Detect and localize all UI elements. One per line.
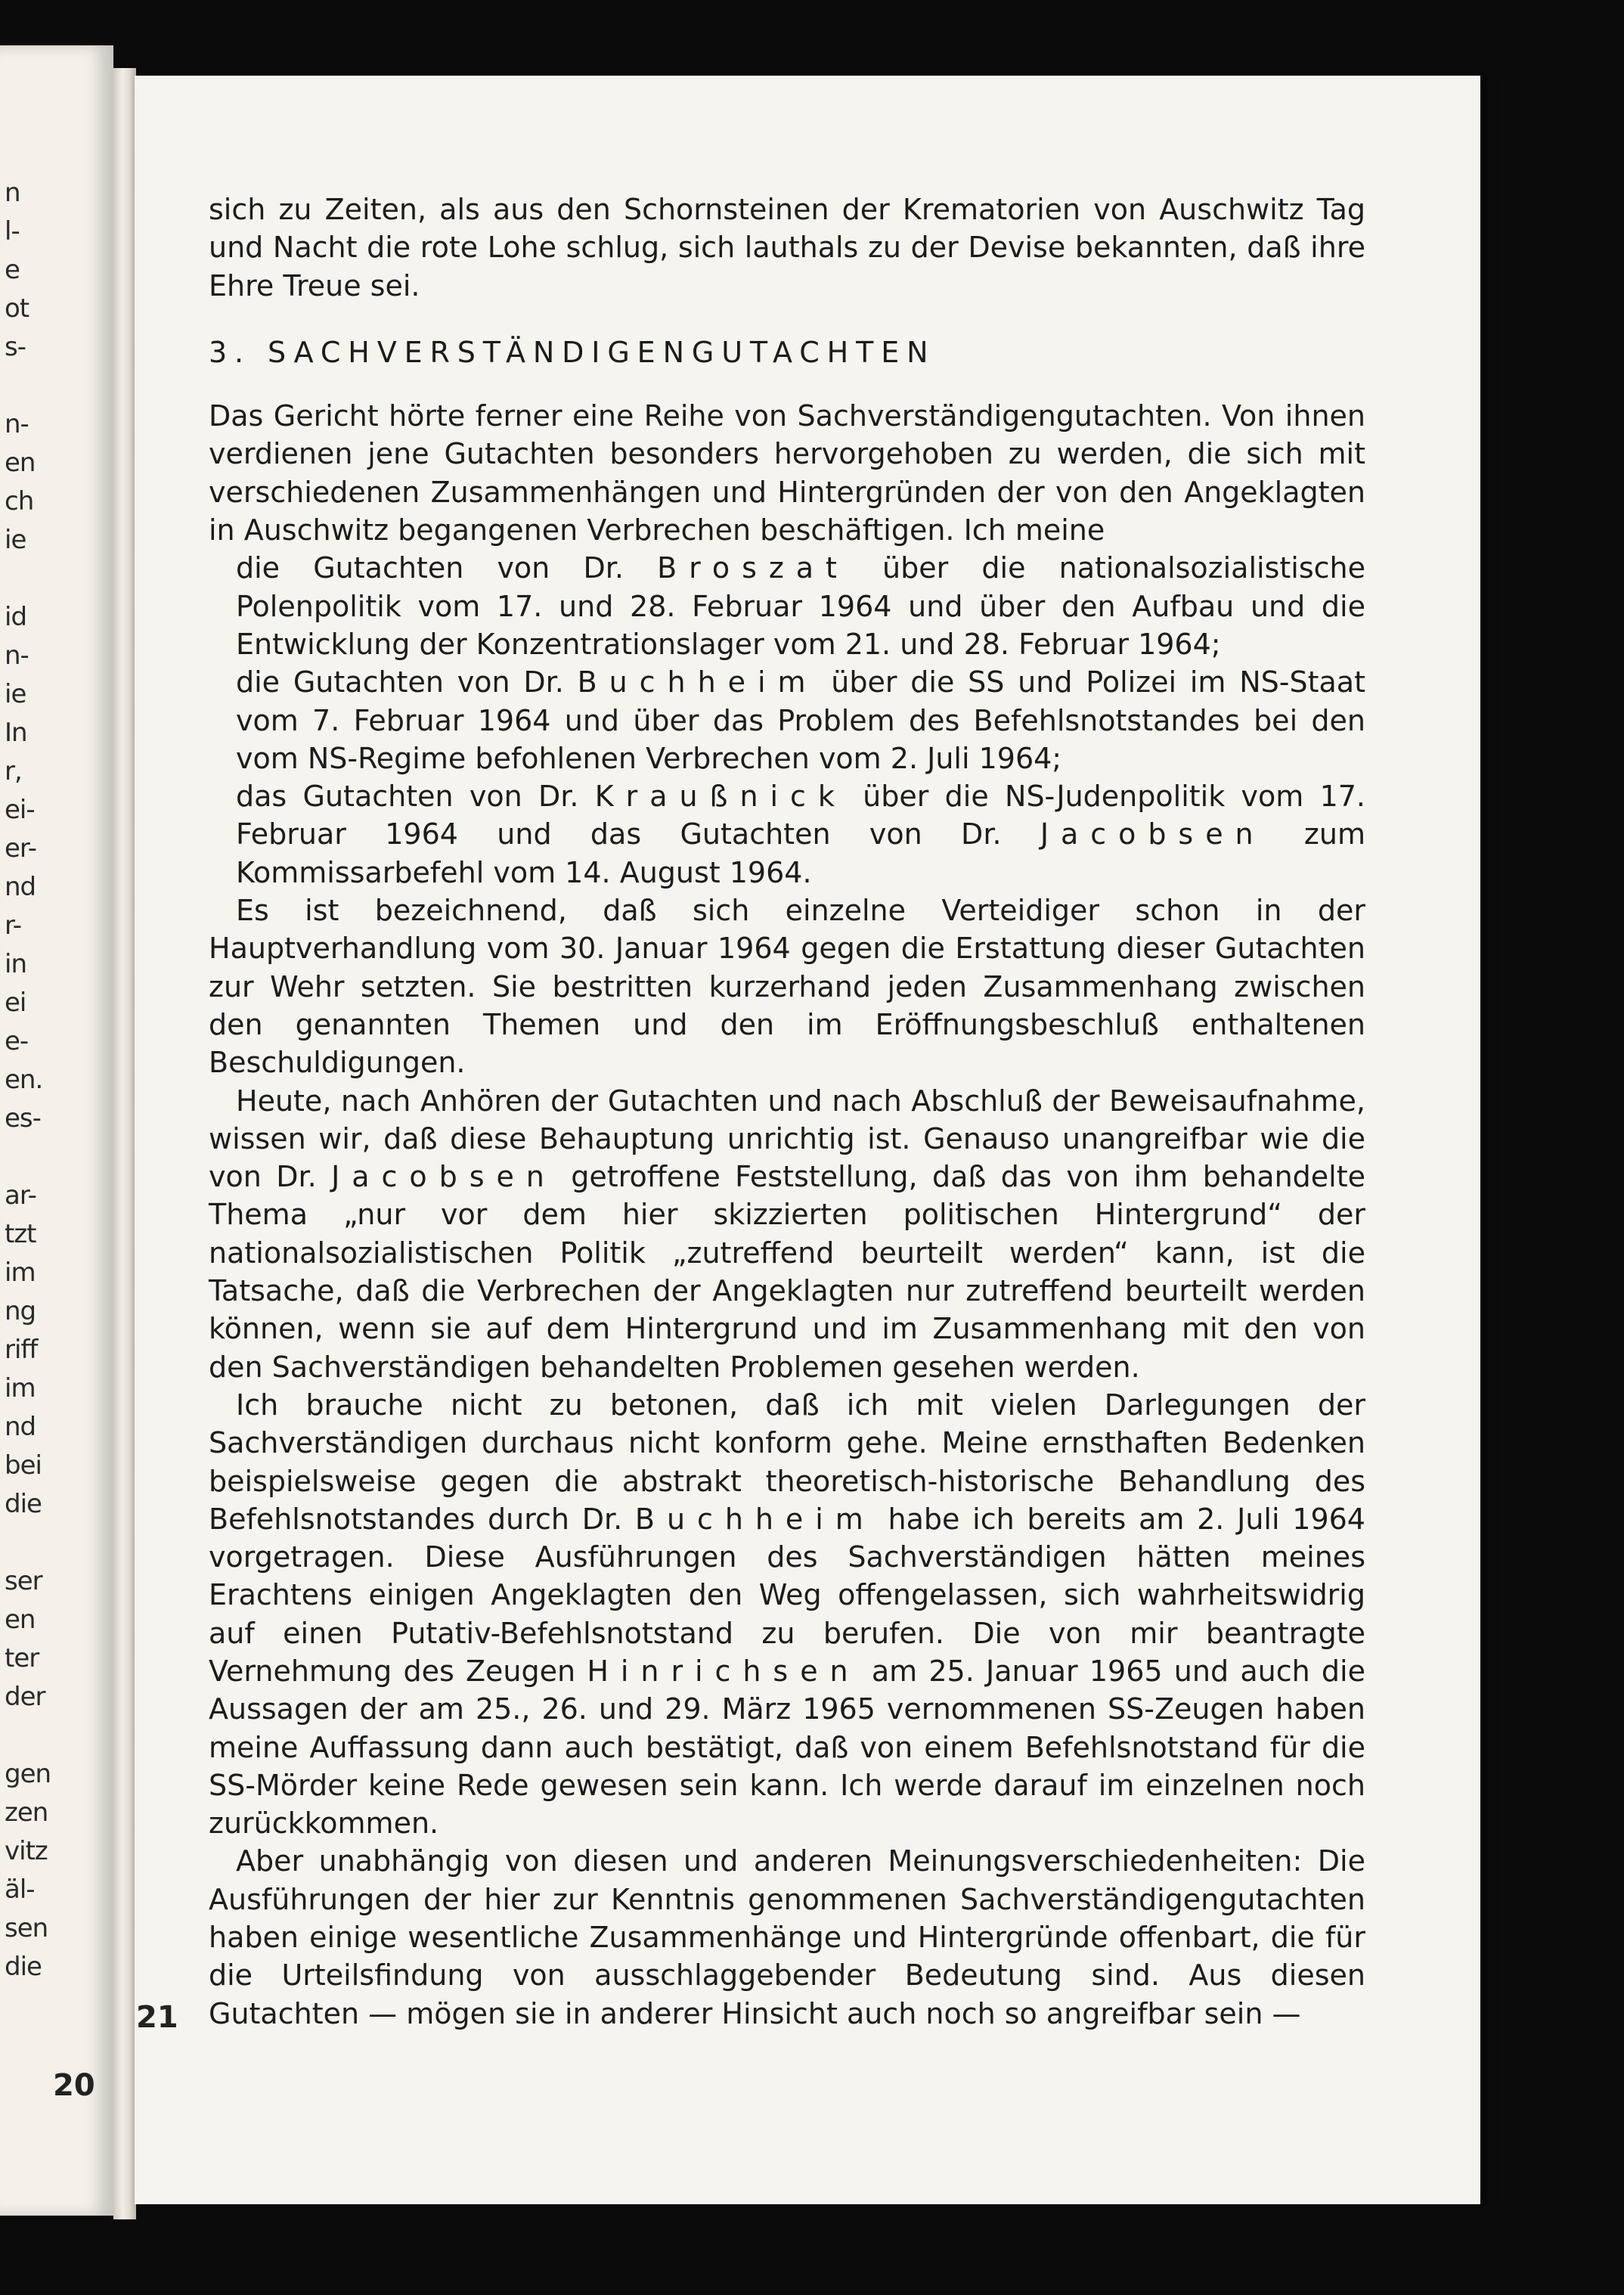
left-page	[0, 45, 113, 2216]
paragraph-intro: Das Gericht hörte ferner eine Reihe von Sachverständigengutachten. Von ihnen verdienen jene Gutachten besonders hervorgehoben zu werden, die sich mit verschiedenen Zusammenhängen und Hintergründen der von den Angeklagten in Auschwitz begangenen Verbrechen beschäftigen. Ich meine	[209, 399, 1365, 547]
left-page-fragment: ie	[5, 525, 26, 555]
left-page-fragment: ser	[5, 1566, 42, 1596]
list-item-kraussnick	[209, 777, 1365, 892]
left-page-fragment: im	[5, 1258, 36, 1288]
left-page-fragment: ot	[5, 293, 29, 324]
item-text: die Gutachten von Dr.	[236, 665, 578, 699]
body-text	[209, 191, 1365, 2033]
section-heading: 3. SACHVERSTÄNDIGENGUTACHTEN	[209, 335, 936, 369]
left-page-fragment: en	[5, 1605, 36, 1635]
spaced-name: Buchheim	[634, 1502, 876, 1536]
para-text: am 25. Januar 1965 und auch die Aussagen der am 25., 26. und 29. März 1965 vernommenen SS-Zeugen haben meine Auffassung dann auch bestätigt, daß von einem Befehlsnotstand für die SS-Mörder keine Rede gewesen sein kann. Ich werde darauf im einzelnen noch zurückkommen.	[209, 1654, 1365, 1841]
spaced-name: Kraußnick	[594, 780, 847, 814]
left-page-fragment: nd	[5, 1412, 36, 1442]
left-page-fragment: bei	[5, 1450, 42, 1481]
left-page-fragment: r-	[5, 910, 22, 941]
opening-paragraph: sich zu Zeiten, als aus den Schornsteinen der Krematorien von Auschwitz Tag und Nacht die rote Lohe schlug, sich lauthals zu der Devise bekannten, daß ihre Ehre Treue sei.	[209, 193, 1365, 302]
left-page-fragment: im	[5, 1373, 36, 1403]
item-text: über die nationalsozialistische Polenpolitik vom 17. und 28. Februar 1964 und über den Aufbau und die Entwicklung der Konzentrationslager vom 21. und 28. Februar 1964;	[236, 551, 1365, 661]
left-page-fragment: ie	[5, 679, 26, 709]
left-page-fragment: en	[5, 448, 36, 478]
paragraph-reservations	[209, 1386, 1365, 1843]
left-page-fragment: sen	[5, 1913, 48, 1943]
left-page-fragment: es-	[5, 1103, 41, 1134]
left-page-fragment: n-	[5, 409, 29, 439]
left-page-fragment: r,	[5, 756, 22, 786]
left-page-fragment: In	[5, 718, 27, 748]
list-item-buchheim	[209, 663, 1365, 777]
left-page-fragment: vitz	[5, 1836, 48, 1866]
left-page-fragment: er-	[5, 833, 36, 864]
paragraph-regardless: Aber unabhängig von diesen und anderen Meinungsverschiedenheiten: Die Ausführungen der hier zur Kenntnis genommenen Sachverständigengutachten haben einige wesentliche Zusammenhänge und Hintergründe offenbart, die für die Urteilsfindung von ausschlaggebender Bedeutung sind. Aus diesen Gutachten — mögen sie in anderer Hinsicht auch noch so angreifbar sein —	[209, 1844, 1365, 2030]
item-text: zum Kommissarbefehl vom 14. August 1964.	[236, 817, 1365, 889]
left-page-fragment: en.	[5, 1065, 43, 1095]
left-page-fragment: der	[5, 1682, 45, 1712]
left-page-fragment: gen	[5, 1759, 51, 1789]
right-page-number: 21	[136, 2000, 178, 2035]
list-item-broszat	[209, 549, 1365, 663]
left-page-fragment: in	[5, 949, 26, 979]
left-page-fragment: äl-	[5, 1875, 35, 1905]
left-page-fragment: id	[5, 602, 27, 632]
paragraph-today	[209, 1082, 1365, 1386]
left-page-fragment: die	[5, 1489, 42, 1519]
left-page-fragment: die	[5, 1952, 42, 1982]
left-page-fragment: l-	[5, 216, 20, 247]
item-text: über die NS-Judenpolitik vom 17. Februar 1964 und das Gutachten von Dr.	[236, 780, 1366, 851]
left-page-fragment: e-	[5, 1026, 29, 1056]
page-edge-stack	[113, 68, 136, 2219]
item-text: die Gutachten von Dr.	[236, 551, 658, 585]
spaced-name: Broszat	[657, 551, 849, 585]
left-page-fragment: tzt	[5, 1219, 36, 1249]
left-page-fragment: ar-	[5, 1180, 36, 1211]
spaced-name: Jacobsen	[1040, 817, 1266, 851]
left-page-fragment: nd	[5, 872, 36, 902]
left-page-fragment: n	[5, 178, 20, 208]
left-page-fragment: ch	[5, 486, 34, 516]
para-text: Ich brauche nicht zu betonen, daß ich mit vielen Darlegungen der Sachverständigen durchaus nicht konform gehe. Meine ernsthaften Bedenken beispielsweise gegen die abstrakt theoretisch-historische Behandlung des Befehlsnotstandes durch Dr.	[209, 1388, 1365, 1536]
item-text: über die SS und Polizei im NS-Staat vom 7. Februar 1964 und über das Problem des Befehlsnotstandes bei den vom NS-Regime befohlenen Verbrechen vom 2. Juli 1964;	[236, 665, 1365, 775]
left-page-fragment: zen	[5, 1797, 48, 1828]
spaced-name: Hinrichsen	[587, 1654, 860, 1688]
left-page-fragment: ng	[5, 1296, 36, 1326]
spaced-name: Jacobsen	[331, 1160, 556, 1194]
paragraph-objection: Es ist bezeichnend, daß sich einzelne Verteidiger schon in der Hauptverhandlung vom 30. Januar 1964 gegen die Erstattung dieser Gutachten zur Wehr setzten. Sie bestritten kurzerhand jeden Zusammenhang zwischen den genannten Themen und den im Eröffnungsbeschluß enthaltenen Beschuldigungen.	[209, 894, 1365, 1080]
para-text: habe ich bereits am 2. Juli 1964 vorgetragen. Diese Ausführungen des Sachverständigen hätten meines Erachtens einigen Angeklagten den Weg offengelassen, sich wahrheitswidrig auf einen Putativ-Befehlsnotstand zu berufen. Die von mir beantragte Vernehmung des Zeugen	[209, 1502, 1365, 1688]
right-page	[135, 76, 1480, 2204]
para-text: getroffene Feststellung, daß das von ihm behandelte Thema „nur vor dem hier skizzierten politischen Hintergrund“ der nationalsozialistischen Politik „zutreffend beurteilt werden“ kann, ist die Tatsache, daß die Verbrechen der Angeklagten nur zutreffend beurteilt werden können, wenn sie auf dem Hintergrund und im Zusammenhang mit den von den Sachverständigen behandelten Problemen gesehen werden.	[209, 1160, 1365, 1384]
spaced-name: Buchheim	[577, 665, 818, 699]
left-page-fragment: ei	[5, 988, 26, 1018]
left-page-fragment: e	[5, 255, 20, 285]
item-text: das Gutachten von Dr.	[236, 780, 595, 814]
left-page-number: 20	[53, 2068, 95, 2103]
left-page-fragment: n-	[5, 640, 29, 671]
left-page-fragment: s-	[5, 332, 26, 362]
left-page-fragment: ei-	[5, 795, 35, 825]
left-page-fragment: riff	[5, 1335, 38, 1365]
left-page-fragment: ter	[5, 1643, 39, 1673]
para-text: Heute, nach Anhören der Gutachten und nach Abschluß der Beweisaufnahme, wissen wir, daß diese Behauptung unrichtig ist. Genauso unangreifbar wie die von Dr.	[209, 1084, 1365, 1194]
